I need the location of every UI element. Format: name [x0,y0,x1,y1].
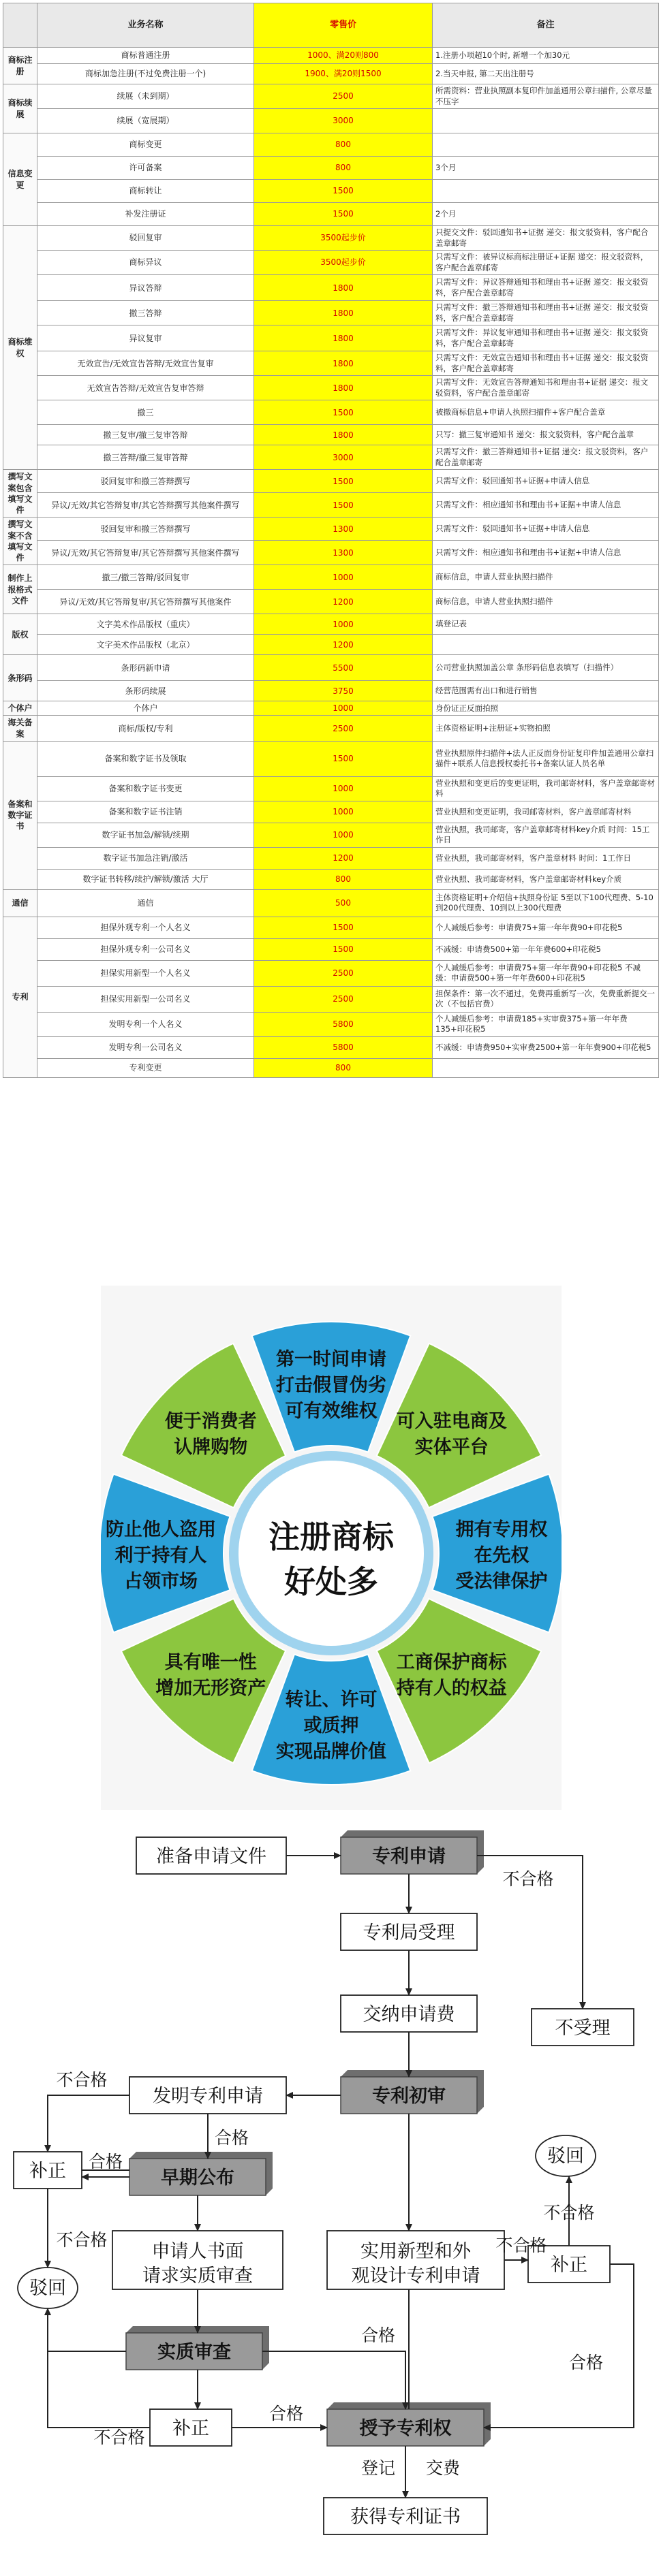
price-cell: 5800 [254,1036,433,1058]
price-cell: 1800 [254,425,433,445]
item-cell: 撤三/撤三答辩/驳回复审 [37,565,254,590]
table-row [3,518,659,541]
price-cell: 2500 [254,960,433,986]
price-cell: 1200 [254,590,433,614]
price-cell: 1800 [254,275,433,301]
item-cell: 异议复审 [37,325,254,351]
table-row [3,133,659,157]
note-cell: 2个月 [433,203,659,226]
flow-condition-label: 不合格 [56,2070,108,2090]
item-cell: 续展（未到期） [37,84,254,109]
table-row [3,445,659,470]
rejection-right-oval-label: 驳回 [547,2146,584,2167]
benefit-text: 实现品牌价值 [276,1741,386,1762]
table-header-row [3,3,659,48]
flow-condition-label: 合格 [88,2152,123,2172]
patent-certificate-box-label: 获得专利证书 [350,2507,461,2528]
price-cell: 1000、满20则800 [254,48,433,64]
note-cell: 只需写文件：相应通知书和理由书+证据+申请人信息 [433,541,659,565]
flow-condition-label: 不合格 [495,2236,547,2255]
note-cell: 担保条件：第一次不通过，免费再重新写一次，免费重新提交一次（不包括官费） [433,986,659,1012]
note-cell: 只需写文件：被异议标商标注册证+证据 递交：报文驳资料，客户配合盖章邮寄 [433,251,659,275]
benefit-text: 转让、许可 [285,1689,378,1711]
benefit-text: 便于消费者 [164,1411,257,1433]
patent-certificate-box [324,2498,487,2534]
patent-application-box [341,1830,484,1874]
flow-condition-label: 不合格 [56,2230,108,2250]
price-cell: 1000 [254,801,433,823]
patent-office-accept-box [341,1913,477,1950]
benefit-text: 持有人的权益 [396,1677,507,1699]
item-cell: 专利变更 [37,1058,254,1077]
table-row [3,541,659,565]
flow-condition-label: 交费 [425,2458,461,2478]
category-cell: 制作上报格式文件 [3,565,37,614]
note-cell: 身份证正反面拍照 [433,701,659,716]
flow-arrow [48,2308,126,2351]
flow-condition-label: 不合格 [502,1869,554,1889]
flow-condition-label: 合格 [568,2353,604,2372]
price-cell: 1000 [254,701,433,716]
early-publication-box [129,2152,273,2195]
note-cell: 只需写文件：异议答辩通知书和理由书+证据 递交：报文驳资料，客户配合盖章邮寄 [433,275,659,301]
item-cell: 文字美术作品版权（北京） [37,635,254,655]
price-cell: 5500 [254,655,433,681]
note-cell: 1.注册小项超10个时, 新增一个加30元 [433,48,659,64]
table-row [3,635,659,655]
table-row [3,301,659,325]
note-cell: 填登记表 [433,614,659,635]
category-cell: 个体户 [3,701,37,716]
table-row [3,251,659,275]
note-cell: 只需写文件：无效宣告答辩通知书和理由书+证据 递交：报文驳资料，客户配合盖章邮寄 [433,376,659,400]
table-row [3,203,659,226]
table-row [3,889,659,917]
note-cell: 主体资格证明+注册证+实物拍照 [433,716,659,741]
invention-application-box-label: 发明专利申请 [153,2086,263,2107]
note-cell: 主体资格证明+介绍信+执照身份证 5至以下100代理费、5-10到200代理费、10到以上300代理费 [433,889,659,917]
table-row [3,180,659,203]
flow-condition-label: 不合格 [93,2428,145,2447]
price-cell: 1200 [254,635,433,655]
price-cell: 2500 [254,716,433,741]
note-cell: 只需写文件：相应通知书和理由书+证据+申请人信息 [433,493,659,518]
note-cell [433,1058,659,1077]
price-cell: 1200 [254,847,433,869]
item-cell: 商标变更 [37,133,254,157]
table-row [3,400,659,425]
price-cell: 2500 [254,84,433,109]
benefit-text: 拥有专用权 [455,1519,548,1540]
item-cell: 文字美术作品版权（重庆） [37,614,254,635]
item-cell: 通信 [37,889,254,917]
hub-subtitle: 好处多 [284,1563,378,1600]
price-cell: 2500 [254,986,433,1012]
category-header [3,3,37,48]
category-cell: 专利 [3,917,37,1077]
category-cell: 商标维权 [3,226,37,470]
patent-office-accept-box-label: 专利局受理 [363,1922,455,1943]
preliminary-exam-box [341,2070,484,2114]
note-cell: 不减缓：申请费500+第一年年费600+印花税5 [433,938,659,960]
trademark-benefits-wheel [101,1286,562,1821]
price-cell: 5800 [254,1012,433,1036]
price-cell: 1800 [254,376,433,400]
note-cell: 商标信息，申请人营业执照扫描件 [433,565,659,590]
price-cell: 3750 [254,681,433,701]
patent-application-box-label: 专利申请 [372,1846,446,1867]
note-cell: 个人减缓后参考：申请费185+实审费375+第一年年费135+印花税5 [433,1012,659,1036]
price-cell: 1800 [254,325,433,351]
price-cell: 1500 [254,938,433,960]
table-row [3,986,659,1012]
table-row [3,64,659,84]
benefit-text: 防止他人盗用 [106,1519,216,1540]
table-row [3,776,659,801]
benefit-text: 或质押 [303,1715,359,1736]
item-cell: 发明专利一公司名义 [37,1036,254,1058]
table-row [3,716,659,741]
table-row [3,275,659,301]
price-cell: 800 [254,133,433,157]
table-row [3,681,659,701]
rejection-left-oval [18,2268,78,2308]
category-cell: 通信 [3,889,37,917]
note-cell: 只需写文件：驳回通知书+证据+申请人信息 [433,518,659,541]
table-row [3,1058,659,1077]
flow-condition-label: 合格 [360,2325,396,2345]
flow-arrow [262,2351,405,2409]
item-cell: 无效宣告/无效宣告答辩/无效宣告复审 [37,351,254,376]
note-cell: 营业执照和变更后的变更证明，我司邮寄材料，客户盖章邮寄材料 [433,776,659,801]
item-header: 业务名称 [37,3,254,48]
item-cell: 撤三 [37,400,254,425]
benefit-text: 打击假冒伪劣 [276,1375,386,1396]
benefit-text: 可入驻电商及 [396,1411,507,1433]
table-row [3,84,659,109]
note-cell: 只提交文件：驳回通知书+证据 递交：报文驳资料，客户配合盖章邮寄 [433,226,659,251]
correction-bottom-box [150,2409,232,2446]
early-publication-box-label: 早期公布 [161,2167,234,2189]
price-cell: 1300 [254,518,433,541]
note-cell: 营业执照，我司邮寄，客户盖章邮寄材料key介质 时间：15工作日 [433,823,659,847]
prepare-documents-box [136,1837,286,1874]
benefit-text: 工商保护商标 [396,1651,507,1673]
item-cell: 驳回复审和撤三答辩撰写 [37,470,254,493]
price-cell: 1800 [254,351,433,376]
utility-design-application-box [327,2231,504,2289]
price-cell: 1300 [254,541,433,565]
substantive-exam-box-label: 实质审查 [157,2342,231,2363]
category-cell: 海关备案 [3,716,37,741]
table-row [3,938,659,960]
note-cell: 营业执照和变更证明，我司邮寄材料，客户盖章邮寄材料 [433,801,659,823]
hub-title: 注册商标 [268,1518,394,1555]
item-cell: 担保外观专利一个人名义 [37,917,254,938]
category-cell: 商标注册 [3,48,37,84]
item-cell: 条形码续展 [37,681,254,701]
item-cell: 续展（宽展期） [37,109,254,133]
note-cell: 被撤商标信息+申请人执照扫描件+客户配合盖章 [433,400,659,425]
price-cell: 1500 [254,493,433,518]
price-cell: 1500 [254,400,433,425]
benefit-text: 占领市场 [124,1571,198,1592]
item-cell: 撤三复审/撤三复审答辩 [37,425,254,445]
item-cell: 数字证书加急/解锁/续期 [37,823,254,847]
item-cell: 数字证书转移/续护/解锁/激活 大厅 [37,869,254,889]
price-cell: 800 [254,1058,433,1077]
note-cell: 经营范围需有出口和进行销售 [433,681,659,701]
table-row [3,48,659,64]
correction-right-box-label: 补正 [551,2255,587,2276]
request-substantive-exam-box [112,2231,283,2289]
correction-bottom-box-label: 补正 [172,2418,209,2439]
table-row [3,565,659,590]
flow-condition-label: 合格 [214,2128,249,2148]
benefits-wheel-graphic [101,1286,562,1821]
not-accepted-box-label: 不受理 [555,2018,611,2039]
item-cell: 许可备案 [37,157,254,180]
table-row [3,741,659,776]
item-cell: 个体户 [37,701,254,716]
note-cell: 公司营业执照加盖公章 条形码信息表填写（扫描件） [433,655,659,681]
table-row [3,325,659,351]
item-cell: 异议答辩 [37,275,254,301]
benefit-text: 认牌购物 [174,1437,248,1459]
item-cell: 异议/无效/其它答辩复审/其它答辩撰写其他案件撰写 [37,493,254,518]
correction-left-box [14,2152,82,2189]
table-row [3,655,659,681]
category-cell: 撰写文案包含填写文件 [3,470,37,518]
category-cell: 撰写文案不含填写文件 [3,518,37,565]
utility-design-application-box-label: 实用新型和外观设计专利申请 [351,2241,480,2287]
category-cell: 商标续展 [3,84,37,133]
flow-condition-label: 不合格 [543,2203,595,2223]
item-cell: 撤三答辩 [37,301,254,325]
note-cell: 3个月 [433,157,659,180]
note-cell: 所需资料：营业执照副本复印件加盖通用公章扫描件, 公章尽量不压字 [433,84,659,109]
rejection-right-oval [536,2135,596,2176]
table-row [3,869,659,889]
price-cell: 1500 [254,470,433,493]
item-cell: 商标/版权/专利 [37,716,254,741]
note-cell: 营业执照原件扫描件+法人正反面身份证复印件加盖通用公章扫描件+联系人信息授权委托书+备案认证人员名单 [433,741,659,776]
item-cell: 商标普通注册 [37,48,254,64]
note-cell: 只需写文件：异议复审通知书和理由书+证据 递交：报文驳资料，客户配合盖章邮寄 [433,325,659,351]
note-cell: 不减缓：申请费950+实审费2500+第一年年费900+印花税5 [433,1036,659,1058]
benefit-text: 受法律保护 [455,1571,548,1592]
item-cell: 异议/无效/其它答辩复审/其它答辩撰写其他案件 [37,590,254,614]
table-row [3,425,659,445]
table-row [3,376,659,400]
table-row [3,1036,659,1058]
price-cell: 1500 [254,917,433,938]
benefit-text: 第一时间申请 [276,1349,386,1370]
invention-application-box [129,2077,286,2114]
table-row [3,801,659,823]
item-cell: 担保实用新型一公司名义 [37,986,254,1012]
item-cell: 撤三答辩/撤三复审答辩 [37,445,254,470]
pay-application-fee-box-label: 交纳申请费 [363,2004,455,2025]
item-cell: 驳回复审 [37,226,254,251]
note-cell: 只需写文件：撤三答辩通知书和理由书+证据 递交：报文驳资料，客户配合盖章邮寄 [433,301,659,325]
price-header: 零售价 [254,3,433,48]
pay-application-fee-box [341,1995,477,2032]
price-cell: 1900、满20则1500 [254,64,433,84]
price-cell: 800 [254,157,433,180]
request-substantive-exam-box-label: 申请人书面请求实质审查 [142,2241,253,2287]
note-cell: 商标信息，申请人营业执照扫描件 [433,590,659,614]
table-row [3,109,659,133]
item-cell: 备案和数字证书变更 [37,776,254,801]
item-cell: 商标转让 [37,180,254,203]
note-cell: 个人减缓后参考：申请费75+第一年年费90+印花税5 [433,917,659,938]
price-cell: 500 [254,889,433,917]
price-table [3,3,659,1078]
category-cell: 版权 [3,614,37,655]
note-header: 备注 [433,3,659,48]
price-cell: 1000 [254,776,433,801]
table-row [3,226,659,251]
grant-patent-box-label: 授予专利权 [359,2418,452,2439]
flow-condition-label: 登记 [360,2458,396,2478]
price-cell: 1000 [254,823,433,847]
note-cell [433,180,659,203]
price-table-section [0,0,661,1205]
note-cell [433,635,659,655]
price-cell: 1500 [254,741,433,776]
price-cell: 3000 [254,109,433,133]
item-cell: 发明专利一个人名义 [37,1012,254,1036]
table-row [3,590,659,614]
price-cell: 1000 [254,565,433,590]
benefit-text: 利于持有人 [114,1545,207,1566]
category-cell: 条形码 [3,655,37,701]
benefit-text: 具有唯一性 [164,1651,257,1673]
item-cell: 备案和数字证书注销 [37,801,254,823]
note-cell: 营业执照，我司邮寄材料，客户盖章材料 时间：1工作日 [433,847,659,869]
price-cell: 1800 [254,301,433,325]
prepare-documents-box-label: 准备申请文件 [156,1846,266,1867]
flow-condition-label: 合格 [268,2404,304,2423]
item-cell: 担保外观专利一公司名义 [37,938,254,960]
table-row [3,157,659,180]
benefit-text: 在先权 [474,1545,529,1566]
table-row [3,823,659,847]
note-cell [433,133,659,157]
price-cell: 1000 [254,614,433,635]
correction-left-box-label: 补正 [29,2161,66,2182]
item-cell: 驳回复审和撤三答辩撰写 [37,518,254,541]
item-cell: 商标加急注册(不过免费注册一个) [37,64,254,84]
item-cell: 数字证书加急注销/激活 [37,847,254,869]
table-row [3,701,659,716]
item-cell: 条形码新申请 [37,655,254,681]
benefit-text: 增加无形资产 [155,1677,266,1699]
item-cell: 商标异议 [37,251,254,275]
category-cell: 信息变更 [3,133,37,226]
price-cell: 800 [254,869,433,889]
flowchart-graphic [0,1810,661,2576]
table-row [3,493,659,518]
benefit-text: 可有效维权 [285,1401,378,1422]
item-cell: 备案和数字证书及领取 [37,741,254,776]
note-cell: 2.当天申报, 第二天出注册号 [433,64,659,84]
note-cell: 个人减缓后参考：申请费75+第一年年费90+印花税5 不减缓：申请费500+第一年年费600+印花税5 [433,960,659,986]
note-cell: 只需写文件：无效宣告通知书和理由书+证据 递交：报文驳资料，客户配合盖章邮寄 [433,351,659,376]
note-cell: 只需写文件：撤三答辩通知书+证据 递交：报文驳资料，客户配合盖章邮寄 [433,445,659,470]
price-table-body [3,48,659,1078]
note-cell [433,109,659,133]
table-row [3,614,659,635]
price-cell: 3500起步价 [254,226,433,251]
note-cell: 营业执照、我司邮寄材料，客户盖章邮寄材料key介质 [433,869,659,889]
item-cell: 无效宣告答辩/无效宣告复审答辩 [37,376,254,400]
item-cell: 异议/无效/其它答辩复审/其它答辩撰写其他案件撰写 [37,541,254,565]
table-row [3,351,659,376]
rejection-left-oval-label: 驳回 [29,2278,66,2299]
price-cell: 1500 [254,180,433,203]
not-accepted-box [532,2009,634,2046]
table-row [3,470,659,493]
preliminary-exam-box-label: 专利初审 [372,2086,446,2107]
benefit-text: 实体平台 [414,1437,489,1459]
item-cell: 担保实用新型一个人名义 [37,960,254,986]
price-cell: 3000 [254,445,433,470]
category-cell: 备案和数字证书 [3,741,37,889]
table-row [3,917,659,938]
table-row [3,960,659,986]
table-row [3,847,659,869]
price-cell: 3500起步价 [254,251,433,275]
table-row [3,1012,659,1036]
flow-arrow [484,2264,634,2428]
patent-process-flowchart [0,1810,661,2576]
item-cell: 补发注册证 [37,203,254,226]
note-cell: 只需写文件：驳回通知书+证据+申请人信息 [433,470,659,493]
flow-arrow [48,2095,129,2152]
price-cell: 1500 [254,203,433,226]
note-cell: 只写：撤三复审通知书 递交：报文驳资料，客户配合盖章 [433,425,659,445]
